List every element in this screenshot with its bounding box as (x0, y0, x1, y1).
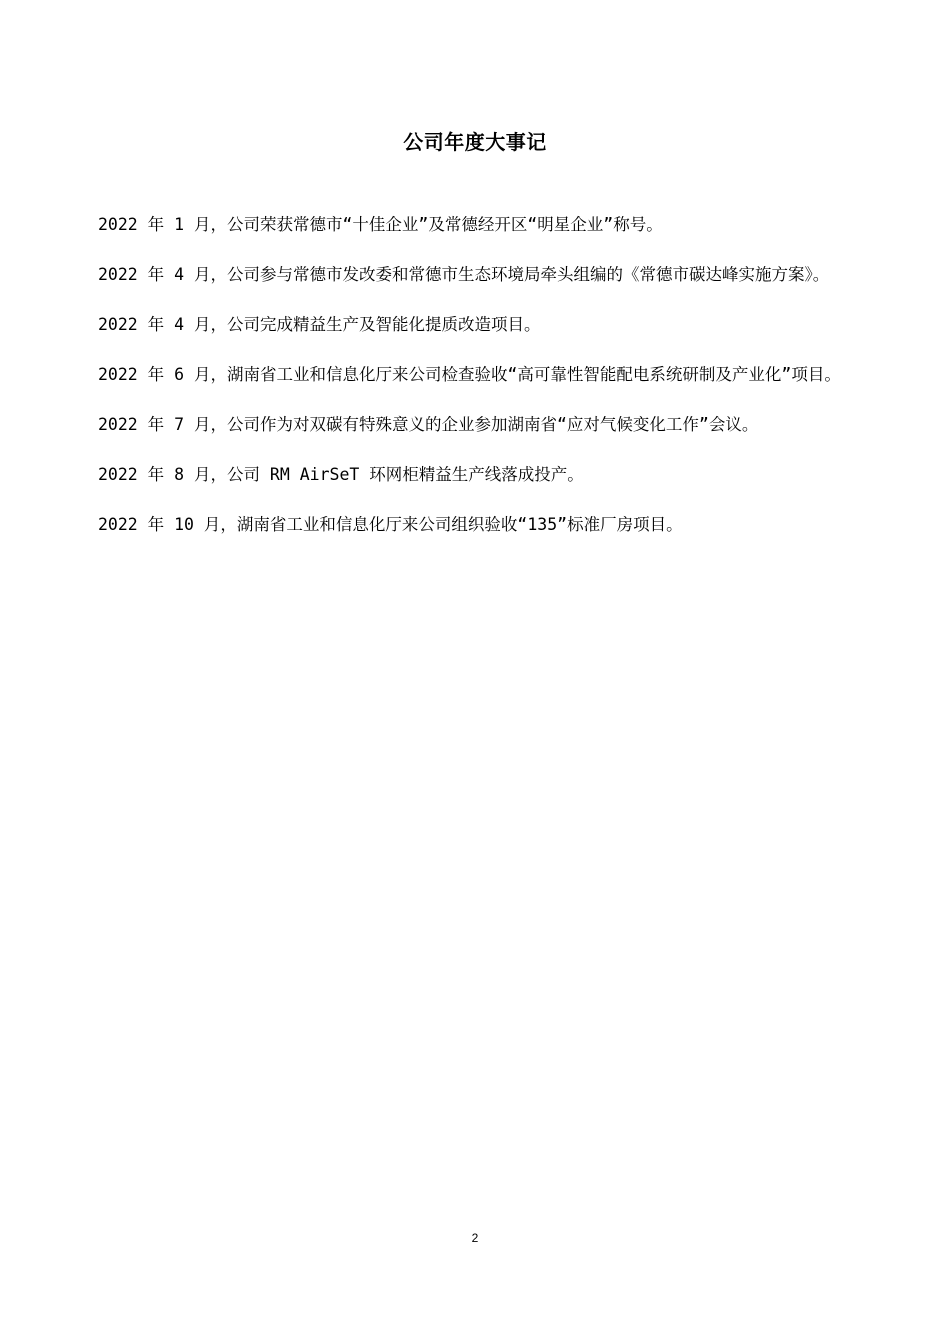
event-item: 2022 年 10 月，湖南省工业和信息化厅来公司组织验收“135”标准厂房项目。 (98, 515, 683, 534)
event-item: 2022 年 1 月，公司荣获常德市“十佳企业”及常德经开区“明星企业”称号。 (98, 215, 663, 234)
event-item: 2022 年 7 月，公司作为对双碳有特殊意义的企业参加湖南省“应对气候变化工作”会议。 (98, 415, 759, 434)
event-item: 2022 年 8 月，公司 RM AirSeT 环网柜精益生产线落成投产。 (98, 465, 584, 484)
page-number: 2 (471, 1231, 479, 1245)
page-title: 公司年度大事记 (403, 130, 547, 154)
event-item: 2022 年 4 月，公司参与常德市发改委和常德市生态环境局牵头组编的《常德市碳达峰实施方案》。 (98, 265, 830, 284)
event-list (98, 212, 858, 562)
event-item: 2022 年 6 月，湖南省工业和信息化厅来公司检查验收“高可靠性智能配电系统研制及产业化”项目。 (98, 365, 841, 384)
event-item: 2022 年 4 月，公司完成精益生产及智能化提质改造项目。 (98, 315, 541, 334)
